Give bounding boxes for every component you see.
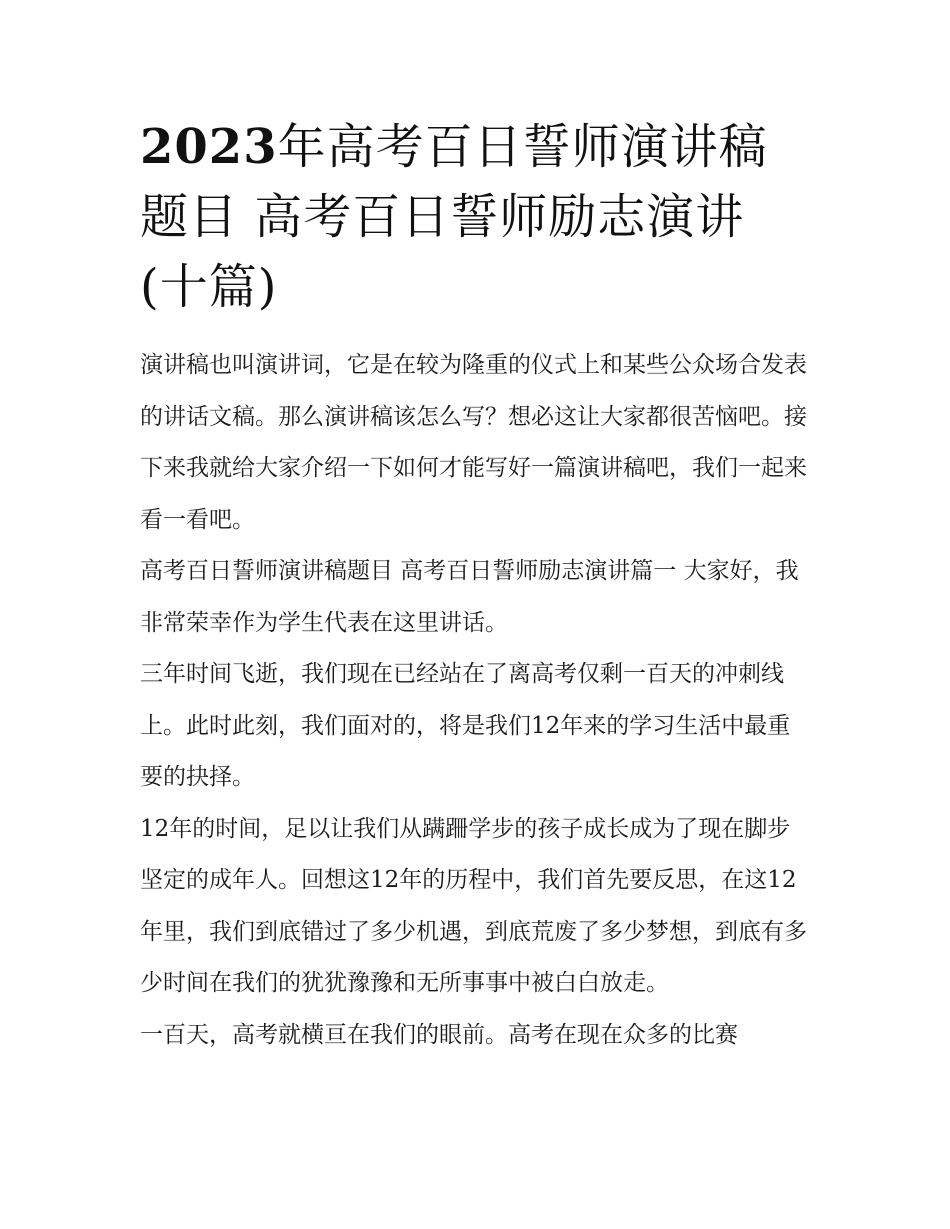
paragraph-greeting: 高考百日誓师演讲稿题目 高考百日誓师励志演讲篇一 大家好，我非常荣幸作为学生代表在这里讲话。 xyxy=(140,558,799,636)
document-title xyxy=(140,112,812,322)
paragraph-twelve-years: 12年的时间，足以让我们从蹒跚学步的孩子成长成为了现在脚步坚定的成年人。回想这12年的历程中，我们首先要反思，在这12年里，我们到底错过了多少机遇，到底荒废了多少梦想，到底有多少时间在我们的犹犹豫豫和无所事事中被白白放走。 xyxy=(140,815,807,996)
document-content xyxy=(140,112,812,1061)
paragraph-hundred-days: 一百天，高考就横亘在我们的眼前。高考在现在众多的比赛 xyxy=(140,1021,738,1048)
title-text: 年高考百日誓师演讲稿题目 高考百日誓师励志演讲(十篇) xyxy=(140,119,768,315)
document-body xyxy=(140,340,812,1061)
title-year: 2023 xyxy=(140,119,278,175)
paragraph-intro: 演讲稿也叫演讲词，它是在较为隆重的仪式上和某些公众场合发表的讲话文稿。那么演讲稿该怎么写？想必这让大家都很苦恼吧。接下来我就给大家介绍一下如何才能写好一篇演讲稿吧，我们一起来看一看吧。 xyxy=(140,352,807,533)
paragraph-three-years: 三年时间飞逝，我们现在已经站在了离高考仅剩一百天的冲刺线上。此时此刻，我们面对的，将是我们12年来的学习生活中最重要的抉择。 xyxy=(140,661,791,790)
